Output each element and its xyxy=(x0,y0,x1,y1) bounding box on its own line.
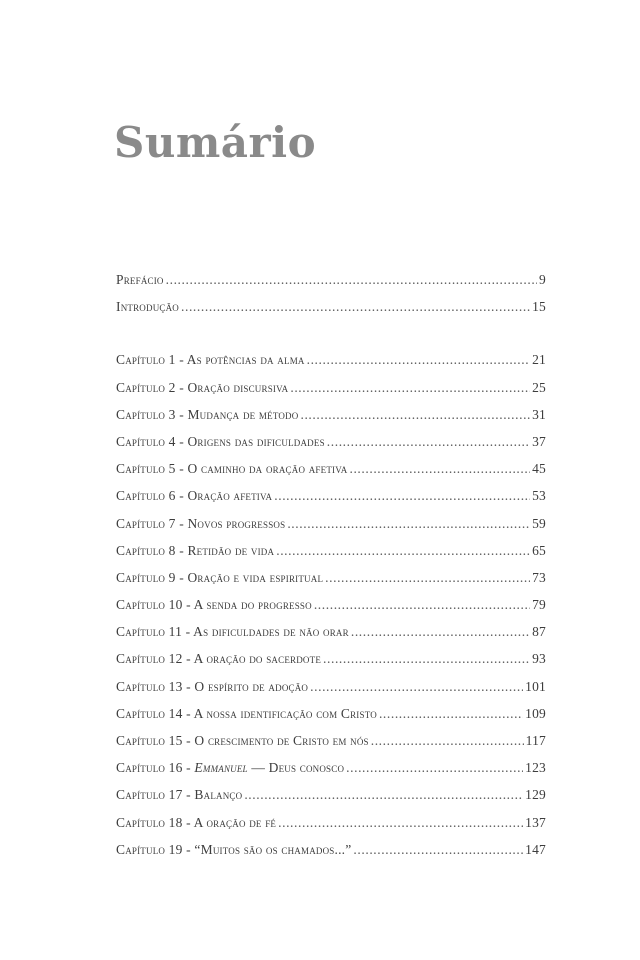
toc-entry-page: 15 xyxy=(532,299,546,315)
dot-leader xyxy=(287,516,530,532)
dot-leader xyxy=(314,597,530,613)
toc-entry-page: 87 xyxy=(532,624,546,640)
toc-entry-page: 93 xyxy=(532,651,546,667)
dot-leader xyxy=(353,842,523,858)
toc-entry-page: 59 xyxy=(532,515,546,531)
dot-leader xyxy=(290,380,530,396)
toc-entry-chapter-2[interactable] xyxy=(116,380,546,407)
toc-entry-chapter-15[interactable] xyxy=(116,733,546,760)
toc-entry-page: 117 xyxy=(525,733,546,748)
toc-entry-chapter-8[interactable] xyxy=(116,543,546,570)
toc-entry-chapter-13[interactable] xyxy=(116,679,546,706)
toc-entry-page: 65 xyxy=(532,542,546,558)
toc-entry-chapter-11[interactable] xyxy=(116,624,546,651)
toc-entry-label: Capítulo 11 - As dificuldades de não orar xyxy=(116,624,349,640)
toc-entry-chapter-19[interactable] xyxy=(116,842,546,869)
toc-entry-page: 31 xyxy=(532,406,546,422)
toc-entry-label: Capítulo 10 - A senda do progresso xyxy=(116,597,312,613)
toc-entry-chapter-17[interactable] xyxy=(116,787,546,814)
toc-entry-label: Capítulo 19 - “Muitos são os chamados...” xyxy=(116,841,352,857)
dot-leader xyxy=(310,679,523,695)
toc-entry-chapter-18[interactable] xyxy=(116,815,546,842)
dot-leader xyxy=(325,570,530,586)
toc-entry-page: 9 xyxy=(539,272,546,287)
toc-entry-label: Capítulo 7 - Novos progressos xyxy=(116,515,286,531)
label-suffix: — Deus conosco xyxy=(247,760,345,776)
toc-entry-chapter-7[interactable] xyxy=(116,516,546,543)
toc-entry-page: 137 xyxy=(525,814,546,830)
dot-leader xyxy=(323,651,530,667)
toc-entry-page: 73 xyxy=(532,569,546,585)
toc-entry-page: 109 xyxy=(525,705,546,721)
toc-entry-chapter-14[interactable] xyxy=(116,706,546,733)
page-title: Sumário xyxy=(114,118,317,167)
toc-entry-label: Capítulo 6 - Oração afetiva xyxy=(116,488,273,504)
toc-entry-chapter-5[interactable] xyxy=(116,461,546,488)
toc-entry-chapter-4[interactable] xyxy=(116,434,546,461)
label-prefix: Capítulo 16 - xyxy=(116,760,195,776)
toc-entry-chapter-3[interactable] xyxy=(116,407,546,434)
dot-leader xyxy=(276,543,530,559)
toc-entry-chapter-9[interactable] xyxy=(116,570,546,597)
toc-entry-label: Introdução xyxy=(116,299,179,315)
toc-entry-chapter-6[interactable] xyxy=(116,488,546,515)
toc-entry-prefacio[interactable] xyxy=(116,272,546,299)
toc-entry-chapter-1[interactable] xyxy=(116,352,546,379)
table-of-contents xyxy=(116,272,546,869)
dot-leader xyxy=(349,461,530,477)
dot-leader xyxy=(307,352,530,368)
toc-entry-label: Prefácio xyxy=(116,272,164,287)
toc-entry-label: Capítulo 13 - O espírito de adoção xyxy=(116,678,309,694)
toc-entry-page: 37 xyxy=(532,433,546,449)
toc-entry-chapter-16[interactable] xyxy=(116,760,546,787)
toc-entry-chapter-10[interactable] xyxy=(116,597,546,624)
toc-entry-label: Capítulo 1 - As potências da alma xyxy=(116,352,305,368)
dot-leader xyxy=(327,434,530,450)
dot-leader xyxy=(274,488,530,504)
toc-entry-label: Capítulo 17 - Balanço xyxy=(116,787,243,803)
toc-entry-page: 101 xyxy=(525,678,546,694)
toc-entry-label: Capítulo 5 - O caminho da oração afetiva xyxy=(116,461,348,477)
dot-leader xyxy=(166,272,537,288)
toc-entry-page: 53 xyxy=(532,488,546,504)
dot-leader xyxy=(278,815,523,831)
dot-leader xyxy=(379,706,523,722)
toc-entry-label: Capítulo 8 - Retidão de vida xyxy=(116,542,275,558)
toc-entry-page: 147 xyxy=(525,841,546,857)
toc-entry-introducao[interactable] xyxy=(116,299,546,326)
dot-leader xyxy=(181,299,530,315)
dot-leader xyxy=(346,760,523,776)
toc-entry-chapter-12[interactable] xyxy=(116,651,546,678)
toc-entry-page: 79 xyxy=(532,597,546,613)
toc-entry-label: Capítulo 18 - A oração de fé xyxy=(116,814,277,830)
toc-entry-label: Capítulo 9 - Oração e vida espiritual xyxy=(116,569,324,585)
toc-entry-page: 129 xyxy=(525,787,546,803)
toc-entry-label: Capítulo 12 - A oração do sacerdote xyxy=(116,651,322,667)
toc-entry-page: 25 xyxy=(532,379,546,395)
toc-entry-label xyxy=(116,760,344,776)
toc-entry-page: 45 xyxy=(532,461,546,477)
dot-leader xyxy=(351,624,530,640)
section-gap xyxy=(116,326,546,352)
toc-entry-label: Capítulo 4 - Origens das dificuldades xyxy=(116,433,325,449)
dot-leader xyxy=(244,787,523,803)
dot-leader xyxy=(300,407,530,423)
label-italic: Emmanuel xyxy=(194,760,248,776)
toc-entry-label: Capítulo 2 - Oração discursiva xyxy=(116,379,289,395)
dot-leader xyxy=(371,733,524,749)
toc-entry-label: Capítulo 14 - A nossa identificação com Cristo xyxy=(116,705,377,721)
toc-entry-page: 123 xyxy=(525,760,546,776)
toc-entry-label: Capítulo 3 - Mudança de método xyxy=(116,406,299,422)
toc-entry-page: 21 xyxy=(532,352,546,368)
toc-entry-label: Capítulo 15 - O crescimento de Cristo em nós xyxy=(116,733,369,748)
